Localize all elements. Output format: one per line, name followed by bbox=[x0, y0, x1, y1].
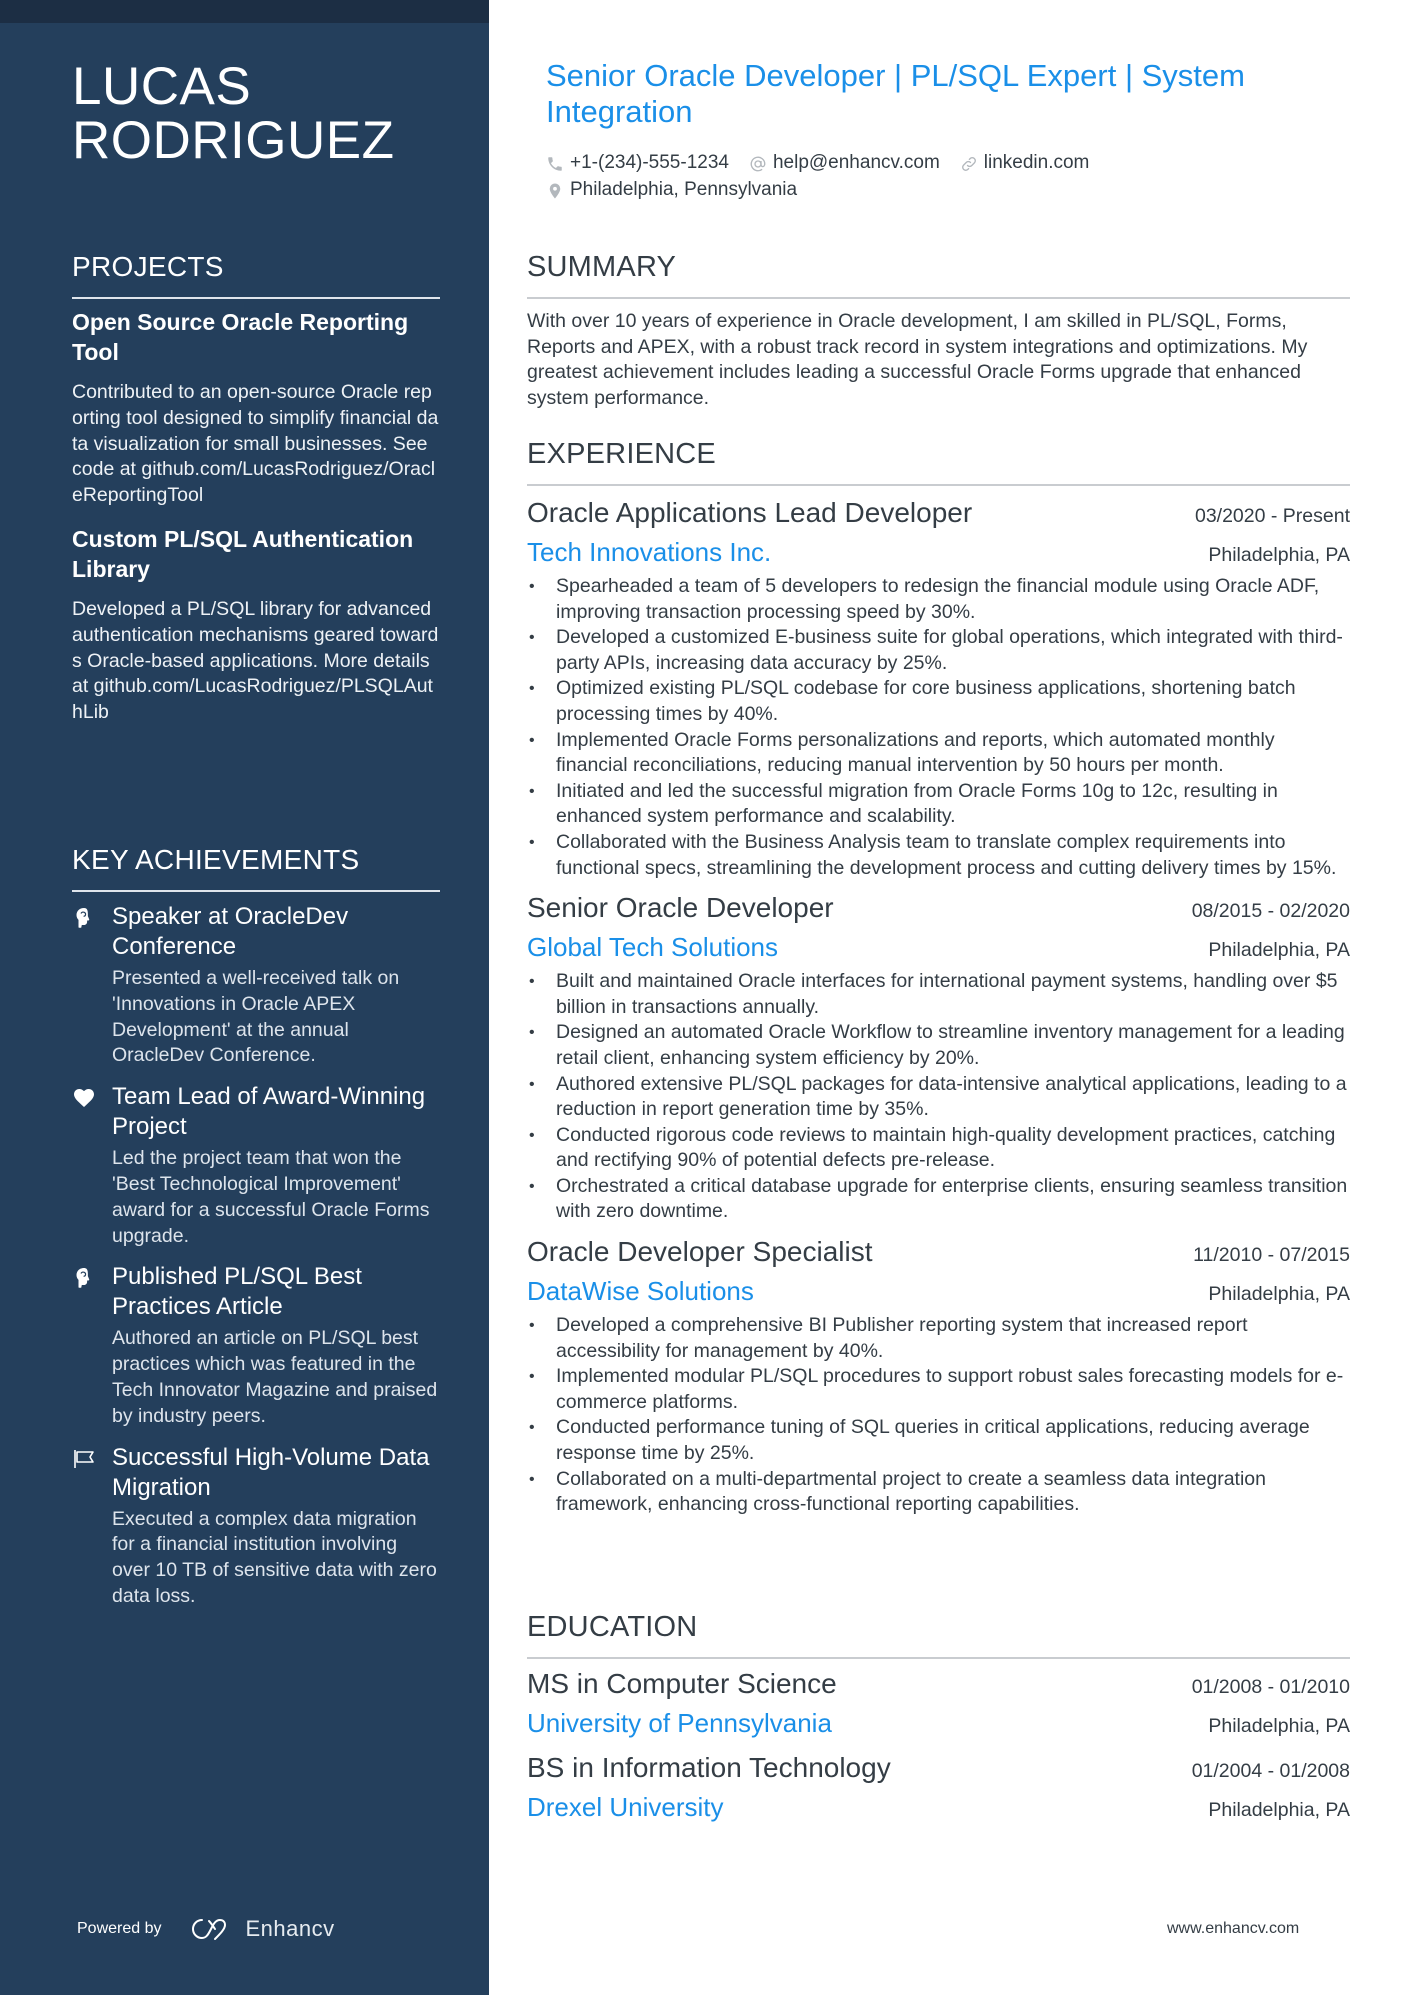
experience-section bbox=[527, 437, 1350, 1518]
achievement-title: Team Lead of Award-Winning Project bbox=[112, 1083, 426, 1141]
school: University of Pennsylvania bbox=[527, 1708, 832, 1738]
job-bullet: • Built and maintained Oracle interfaces for international payment systems, handling over $5 billion in transactions annually. bbox=[527, 969, 1350, 1020]
job-company: Tech Innovations Inc. bbox=[527, 537, 772, 567]
project-title: Open Source Oracle Reporting Tool bbox=[72, 309, 409, 365]
location-pin-icon bbox=[546, 181, 564, 199]
summary-heading: SUMMARY bbox=[527, 251, 677, 283]
name-line-first: LUCAS bbox=[72, 57, 252, 116]
projects-section bbox=[72, 250, 440, 741]
achievement-title: Published PL/SQL Best Practices Article bbox=[112, 1263, 362, 1321]
job-subheader bbox=[527, 1271, 1350, 1311]
contact-email[interactable] bbox=[749, 149, 940, 176]
contact-row-primary bbox=[546, 149, 1346, 176]
job-bullet: • Conducted rigorous code reviews to maintain high-quality development practices, catching and rectifying 90% of potential defects pre-release. bbox=[527, 1123, 1350, 1174]
job-location: Philadelphia, PA bbox=[1208, 544, 1350, 566]
job-location: Philadelphia, PA bbox=[1208, 1283, 1350, 1306]
email-text: help@enhancv.com bbox=[772, 152, 940, 173]
summary-text: With over 10 years of experience in Oracle development, I am skilled in PL/SQL, Forms, Reports and APEX, with a robust track record in system integrations and optimizations. My greatest achievement includes leading a successful Oracle Forms upgrade that enhanced system performance. bbox=[527, 310, 1308, 409]
job-entry bbox=[527, 1233, 1350, 1518]
education-divider bbox=[527, 1657, 1350, 1659]
job-title: Senior Oracle Developer bbox=[527, 892, 834, 924]
achievement-item bbox=[72, 902, 440, 1069]
job-bullet: • Optimized existing PL/SQL codebase for core business applications, shortening batch processing times by 40%. bbox=[527, 676, 1350, 727]
school: Drexel University bbox=[527, 1792, 724, 1822]
education-location: Philadelphia, PA bbox=[1208, 1799, 1350, 1821]
job-bullets bbox=[527, 1313, 1350, 1518]
job-bullet: • Spearheaded a team of 5 developers to redesign the financial module using Oracle ADF, improving transaction processing speed by 30%. bbox=[527, 574, 1350, 625]
education-entry bbox=[527, 1749, 1350, 1827]
experience-divider bbox=[527, 484, 1350, 486]
job-bullet: • Implemented modular PL/SQL procedures to support robust sales forecasting models for e-commerce platforms. bbox=[527, 1364, 1350, 1415]
professional-headline: Senior Oracle Developer | PL/SQL Expert | System Integration bbox=[546, 58, 1245, 129]
job-title: Oracle Applications Lead Developer bbox=[527, 497, 973, 528]
achievements-divider bbox=[72, 890, 440, 892]
contact-link[interactable] bbox=[960, 149, 1090, 176]
job-entry bbox=[527, 494, 1350, 881]
achievement-description: Executed a complex data migration for a financial institution involving over 10 TB of sensitive data with zero data loss. bbox=[112, 1507, 437, 1607]
job-company: DataWise Solutions bbox=[527, 1276, 754, 1307]
project-description: Developed a PL/SQL library for advanced authentication mechanisms geared towards Oracle-based applications. More details at github.com/LucasRodriguez/PLSQLAuthLib bbox=[72, 597, 439, 724]
achievements-heading: KEY ACHIEVEMENTS bbox=[72, 844, 360, 875]
enhancv-brand-text: Enhancv bbox=[245, 1916, 335, 1941]
summary-divider bbox=[527, 297, 1350, 299]
job-bullet: • Designed an automated Oracle Workflow to streamline inventory management for a leading retail client, enhancing system efficiency by 20%. bbox=[527, 1020, 1350, 1071]
contact-location bbox=[546, 176, 797, 203]
sidebar-top-band bbox=[0, 0, 489, 23]
education-subheader bbox=[527, 1787, 1350, 1827]
link-text: linkedin.com bbox=[983, 152, 1090, 173]
contact-info bbox=[546, 149, 1346, 203]
name-line-last: RODRIGUEZ bbox=[72, 111, 395, 170]
flag-icon bbox=[72, 1447, 96, 1471]
job-dates: 08/2015 - 02/2020 bbox=[1191, 900, 1350, 923]
education-entry bbox=[527, 1665, 1350, 1743]
job-bullet: • Implemented Oracle Forms personalizations and reports, which automated monthly financial reconciliations, reducing manual intervention by 50 hours per month. bbox=[527, 728, 1350, 779]
achievement-title: Speaker at OracleDev Conference bbox=[112, 903, 349, 960]
achievement-description: Led the project team that won the 'Best Technological Improvement' award for a successful Oracle Forms upgrade. bbox=[112, 1147, 430, 1247]
job-bullet: • Orchestrated a critical database upgrade for enterprise clients, ensuring seamless transition with zero downtime. bbox=[527, 1174, 1350, 1225]
job-subheader bbox=[527, 532, 1350, 572]
achievement-title: Successful High-Volume Data Migration bbox=[112, 1443, 430, 1501]
achievement-item bbox=[72, 1262, 440, 1429]
at-sign-icon bbox=[749, 154, 767, 172]
job-location: Philadelphia, PA bbox=[1208, 939, 1350, 962]
heart-icon bbox=[72, 1086, 96, 1110]
job-bullet: • Conducted performance tuning of SQL queries in critical applications, reducing average response time by 25%. bbox=[527, 1415, 1350, 1466]
sidebar bbox=[0, 0, 489, 1995]
key-achievements-section bbox=[72, 843, 440, 1623]
project-item bbox=[72, 524, 440, 726]
brain-head-icon bbox=[72, 1266, 96, 1290]
job-bullet: • Developed a comprehensive BI Publisher reporting system that increased report accessibility for management by 40%. bbox=[527, 1313, 1350, 1364]
job-header bbox=[527, 494, 1350, 532]
job-header bbox=[527, 889, 1350, 927]
enhancv-logo-icon bbox=[188, 1916, 236, 1942]
achievement-description: Presented a well-received talk on 'Innovations in Oracle APEX Development' at the annual OracleDev Conference. bbox=[112, 967, 400, 1067]
link-icon bbox=[960, 154, 978, 172]
job-header bbox=[527, 1233, 1350, 1271]
website-url[interactable]: www.enhancv.com bbox=[1167, 1920, 1300, 1937]
job-dates: 03/2020 - Present bbox=[1194, 505, 1350, 527]
job-dates: 11/2010 - 07/2015 bbox=[1193, 1244, 1350, 1267]
job-bullet: • Collaborated on a multi-departmental project to create a seamless data integration framework, enhancing cross-functional reporting capabilities. bbox=[527, 1467, 1350, 1518]
location-text: Philadelphia, Pennsylvania bbox=[570, 179, 798, 200]
project-title: Custom PL/SQL Authentication Library bbox=[72, 525, 414, 582]
project-description: Contributed to an open-source Oracle reporting tool designed to simplify financial data visualization for small businesses. See code at github.com/LucasRodriguez/OracleReportingTool bbox=[72, 381, 439, 507]
job-bullet: • Initiated and led the successful migration from Oracle Forms 10g to 12c, resulting in enhanced system performance and scalability. bbox=[527, 779, 1350, 830]
education-header bbox=[527, 1749, 1350, 1787]
contact-phone[interactable] bbox=[546, 149, 729, 176]
job-entry bbox=[527, 889, 1350, 1225]
education-header bbox=[527, 1665, 1350, 1703]
candidate-name bbox=[72, 57, 472, 170]
achievement-item bbox=[72, 1082, 440, 1249]
job-subheader bbox=[527, 927, 1350, 967]
job-title: Oracle Developer Specialist bbox=[527, 1236, 873, 1268]
contact-row-secondary bbox=[546, 176, 1346, 203]
summary-section bbox=[527, 250, 1350, 411]
achievement-description: Authored an article on PL/SQL best practices which was featured in the Tech Innovator Magazine and praised by industry peers. bbox=[112, 1327, 438, 1427]
powered-by-label: Powered by bbox=[77, 1920, 162, 1937]
education-dates: 01/2008 - 01/2010 bbox=[1191, 1676, 1350, 1698]
job-bullet: • Collaborated with the Business Analysis team to translate complex requirements into functional specs, streamlining the development process and cutting delivery times by 15%. bbox=[527, 830, 1350, 881]
job-bullet: • Developed a customized E-business suite for global operations, which integrated with third-party APIs, increasing data accuracy by 25%. bbox=[527, 625, 1350, 676]
powered-by-footer bbox=[77, 1916, 335, 1942]
projects-divider bbox=[72, 297, 440, 299]
project-item bbox=[72, 307, 440, 509]
education-dates: 01/2004 - 01/2008 bbox=[1191, 1760, 1350, 1782]
job-bullet: • Authored extensive PL/SQL packages for data-intensive analytical applications, leading to a reduction in report generation time by 35%. bbox=[527, 1072, 1350, 1123]
education-subheader bbox=[527, 1703, 1350, 1743]
phone-icon bbox=[546, 154, 564, 172]
achievement-item bbox=[72, 1443, 440, 1610]
experience-heading: EXPERIENCE bbox=[527, 438, 716, 470]
job-bullets bbox=[527, 969, 1350, 1225]
education-section bbox=[527, 1610, 1350, 1827]
degree: BS in Information Technology bbox=[527, 1752, 891, 1783]
brain-head-icon bbox=[72, 906, 96, 930]
education-location: Philadelphia, PA bbox=[1208, 1715, 1350, 1737]
degree: MS in Computer Science bbox=[527, 1668, 837, 1699]
job-company: Global Tech Solutions bbox=[527, 932, 779, 963]
projects-heading: PROJECTS bbox=[72, 251, 224, 282]
education-heading: EDUCATION bbox=[527, 1611, 698, 1643]
phone-text: +1-(234)-555-1234 bbox=[570, 152, 729, 173]
job-bullets bbox=[527, 574, 1350, 881]
